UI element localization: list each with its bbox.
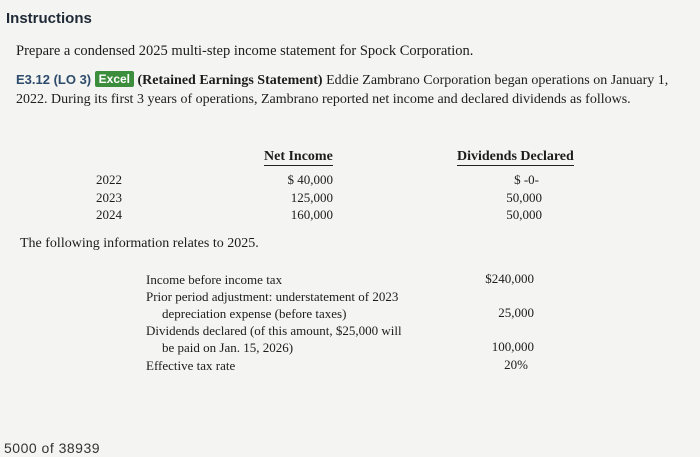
info-label-tax-rate: Effective tax rate xyxy=(146,358,236,373)
year-cell: 2024 xyxy=(96,207,122,222)
info-value-income: $240,000 xyxy=(485,271,534,286)
info-value-tax-rate: 20% xyxy=(504,357,528,372)
net-income-cell: $ 40,000 xyxy=(287,172,333,187)
problem-statement xyxy=(16,70,676,109)
problem-code: E3.12 (LO 3) xyxy=(16,72,92,87)
year-cell: 2022 xyxy=(96,172,122,187)
info-label-dividends: Dividends declared (of this amount, $25,000 will be paid on Jan. 15, 2026) xyxy=(146,323,402,355)
dividends-cell: 50,000 xyxy=(506,207,542,222)
problem-text: Eddie Zambrano Corporation began operations on January 1, 2022. During its first 3 years of operations, Zambrano reported net income and declared dividends as follows. xyxy=(16,73,669,107)
excel-badge[interactable]: Excel xyxy=(95,71,134,87)
year-cell: 2023 xyxy=(96,190,122,205)
info-label-prior-adjustment: Prior period adjustment: understatement of 2023 depreciation expense (before taxes) xyxy=(146,289,399,321)
problem-title: (Retained Earnings Statement) xyxy=(137,73,323,88)
dividends-header: Dividends Declared xyxy=(457,149,574,164)
info-value-dividends: 100,000 xyxy=(491,339,534,354)
info-label-income: Income before income tax xyxy=(146,272,283,287)
page-counter: 5000 of 38939 xyxy=(4,440,101,456)
net-income-header: Net Income xyxy=(264,149,333,164)
dividends-cell: 50,000 xyxy=(506,190,542,205)
instructions-heading: Instructions xyxy=(6,10,92,27)
net-income-cell: 160,000 xyxy=(290,207,333,222)
instructions-prompt: Prepare a condensed 2025 multi-step income statement for Spock Corporation. xyxy=(16,43,474,59)
info-value-prior-adjustment: 25,000 xyxy=(498,305,534,320)
dividends-cell: $ -0- xyxy=(514,172,539,187)
info-intro: The following information relates to 2025. xyxy=(20,236,259,251)
net-income-cell: 125,000 xyxy=(290,190,333,205)
